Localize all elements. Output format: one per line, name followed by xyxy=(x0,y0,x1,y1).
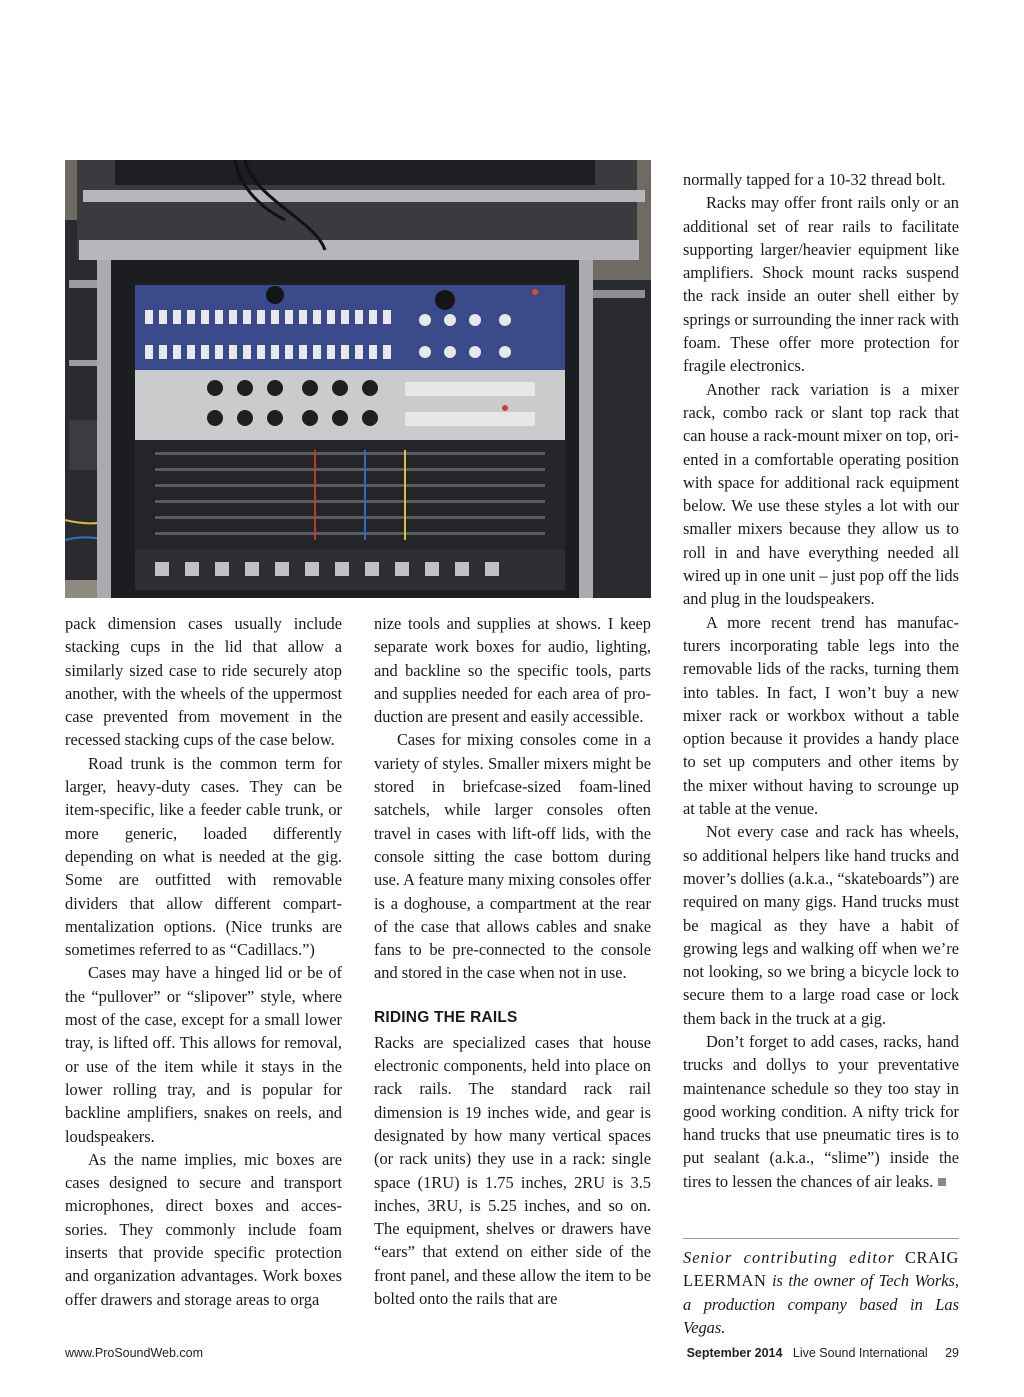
paragraph: Cases for mixing consoles come in a variety of styles. Smaller mixers might be stored in briefcase-sized foam-lined satchels, while larger consoles often travel in cases with lift-off lids, with the console sitting the case bottom during use. A feature many mixing consoles offer is a doghouse, a compartment at the rear of the case that allows cables and snake fans to be pre-connected to the console and stored in the case when not in use. xyxy=(374,730,651,983)
paragraph: pack dimension cases usually include stacking cups in the lid that allow a similarly sized case to ride securely atop another, with the wheels of the uppermost case prevented from movement in the recessed stacking cups of the case below. xyxy=(65,614,342,750)
paragraph: Another rack variation is a mixer rack, combo rack or slant top rack that can house a rack-mount mixer on top, oriented in a comfortable operating position with space for additional rack equipment below. We use these styles a lot with our smaller mixers because they allow us to roll in and have everything needed all wired up in one unit – just pop off the lids and plug in the loudspeakers. xyxy=(683,379,959,609)
bio-prefix: Senior contributing editor xyxy=(683,1248,895,1267)
page-number: 29 xyxy=(945,1346,959,1360)
paragraph: normally tapped for a 10-32 thread bolt. xyxy=(683,170,946,189)
section-heading: RIDING THE RAILS xyxy=(374,1008,518,1026)
footer-publication: Live Sound International xyxy=(792,1346,928,1360)
paragraph-text: Don’t forget to add cases, racks, hand trucks and dollys to your preventative maintenance schedule so they too stay in good working condition. A nifty trick for hand trucks that use pneumatic tires is to put sealant (a.k.a., “slime”) inside the tires to lessen the chances of air leaks. xyxy=(683,1031,959,1191)
author-name: CRAIG LEERMAN xyxy=(683,1248,959,1291)
column-3 xyxy=(683,168,959,1193)
paragraph: nize tools and supplies at shows. I keep separate work boxes for audio, lighting, and backline so the specific tools, parts and supplies needed for each area of production are present and easily accessible. xyxy=(374,614,651,727)
end-mark-icon xyxy=(938,1178,946,1186)
paragraph: Racks are specialized cases that house electronic components, held into place on rack rails. The standard rack rail dimension is 19 inches wide, and gear is designated by how many vertical spaces (or rack units) they use in a rack: single space (1RU) is 1.75 inches, 2RU is 3.5 inches, 3RU, is 5.25 inches, and so on. The equipment, shelves or drawers have “ears” that extend on either side of the front panel, and these allow the item to be bolted onto the rails that are xyxy=(374,1032,651,1309)
paragraph: Cases may have a hinged lid or be of the “pullover” or “slipover” style, where most of the case, except for a small lower tray, is lifted off. This allows for removal, or use of the item while it stays in the lower rolling tray, and is popular for backline amplifiers, snakes on reels, and loudspeakers. xyxy=(65,963,342,1146)
column-1 xyxy=(65,612,342,1311)
bio-suffix: is the owner of Tech Works, a production company based in Las Vegas. xyxy=(683,1271,959,1337)
column-2 xyxy=(374,612,651,1310)
footer-date: September 2014 xyxy=(686,1346,783,1360)
paragraph: As the name implies, mic boxes are cases designed to secure and transport microphones, direct boxes and accessories. They commonly include foam inserts that provide specific protection and organization advantages. Work boxes offer drawers and storage areas to orga xyxy=(65,1149,342,1309)
author-bio xyxy=(683,1246,959,1339)
rack-case-photo xyxy=(65,160,651,598)
paragraph: Not every case and rack has wheels, so additional helpers like hand trucks and mover’s dollies (a.k.a., “skateboards”) are required on many gigs. Hand trucks must be magical as they have a habit of growing legs and walking off when we’re not looking, so we bring a bicycle lock to secure them to a large road case or lock them back in the truck at a gig. xyxy=(683,822,959,1028)
paragraph-final xyxy=(683,1030,959,1193)
footer-website: www.ProSoundWeb.com xyxy=(65,1346,204,1360)
bio-divider xyxy=(683,1238,959,1239)
footer-issue xyxy=(687,1346,959,1360)
paragraph: Road trunk is the common term for larger, heavy-duty cases. They can be item-specific, like a feeder cable trunk, or more generic, loaded differently depending on what is needed at the gig. Some are outfitted with removable dividers that allow different compartmentalization options. (Nice trunks are sometimes referred to as “Cadillacs.”) xyxy=(65,753,342,960)
paragraph: Racks may offer front rails only or an additional set of rear rails to facilitate supporting larger/heavier equipment like amplifiers. Shock mount racks suspend the rack inside an outer shell either by springs or surrounding the inner rack with foam. These offer more protection for fragile electronics. xyxy=(683,193,959,376)
paragraph: A more recent trend has manufacturers incorporating table legs into the removable lids of the racks, turning them into tables. In fact, I won’t buy a new mixer rack or workbox without a table option because it provides a handy place to set up computers and other items by the mixer without having to scrounge up at table at the venue. xyxy=(683,612,959,819)
